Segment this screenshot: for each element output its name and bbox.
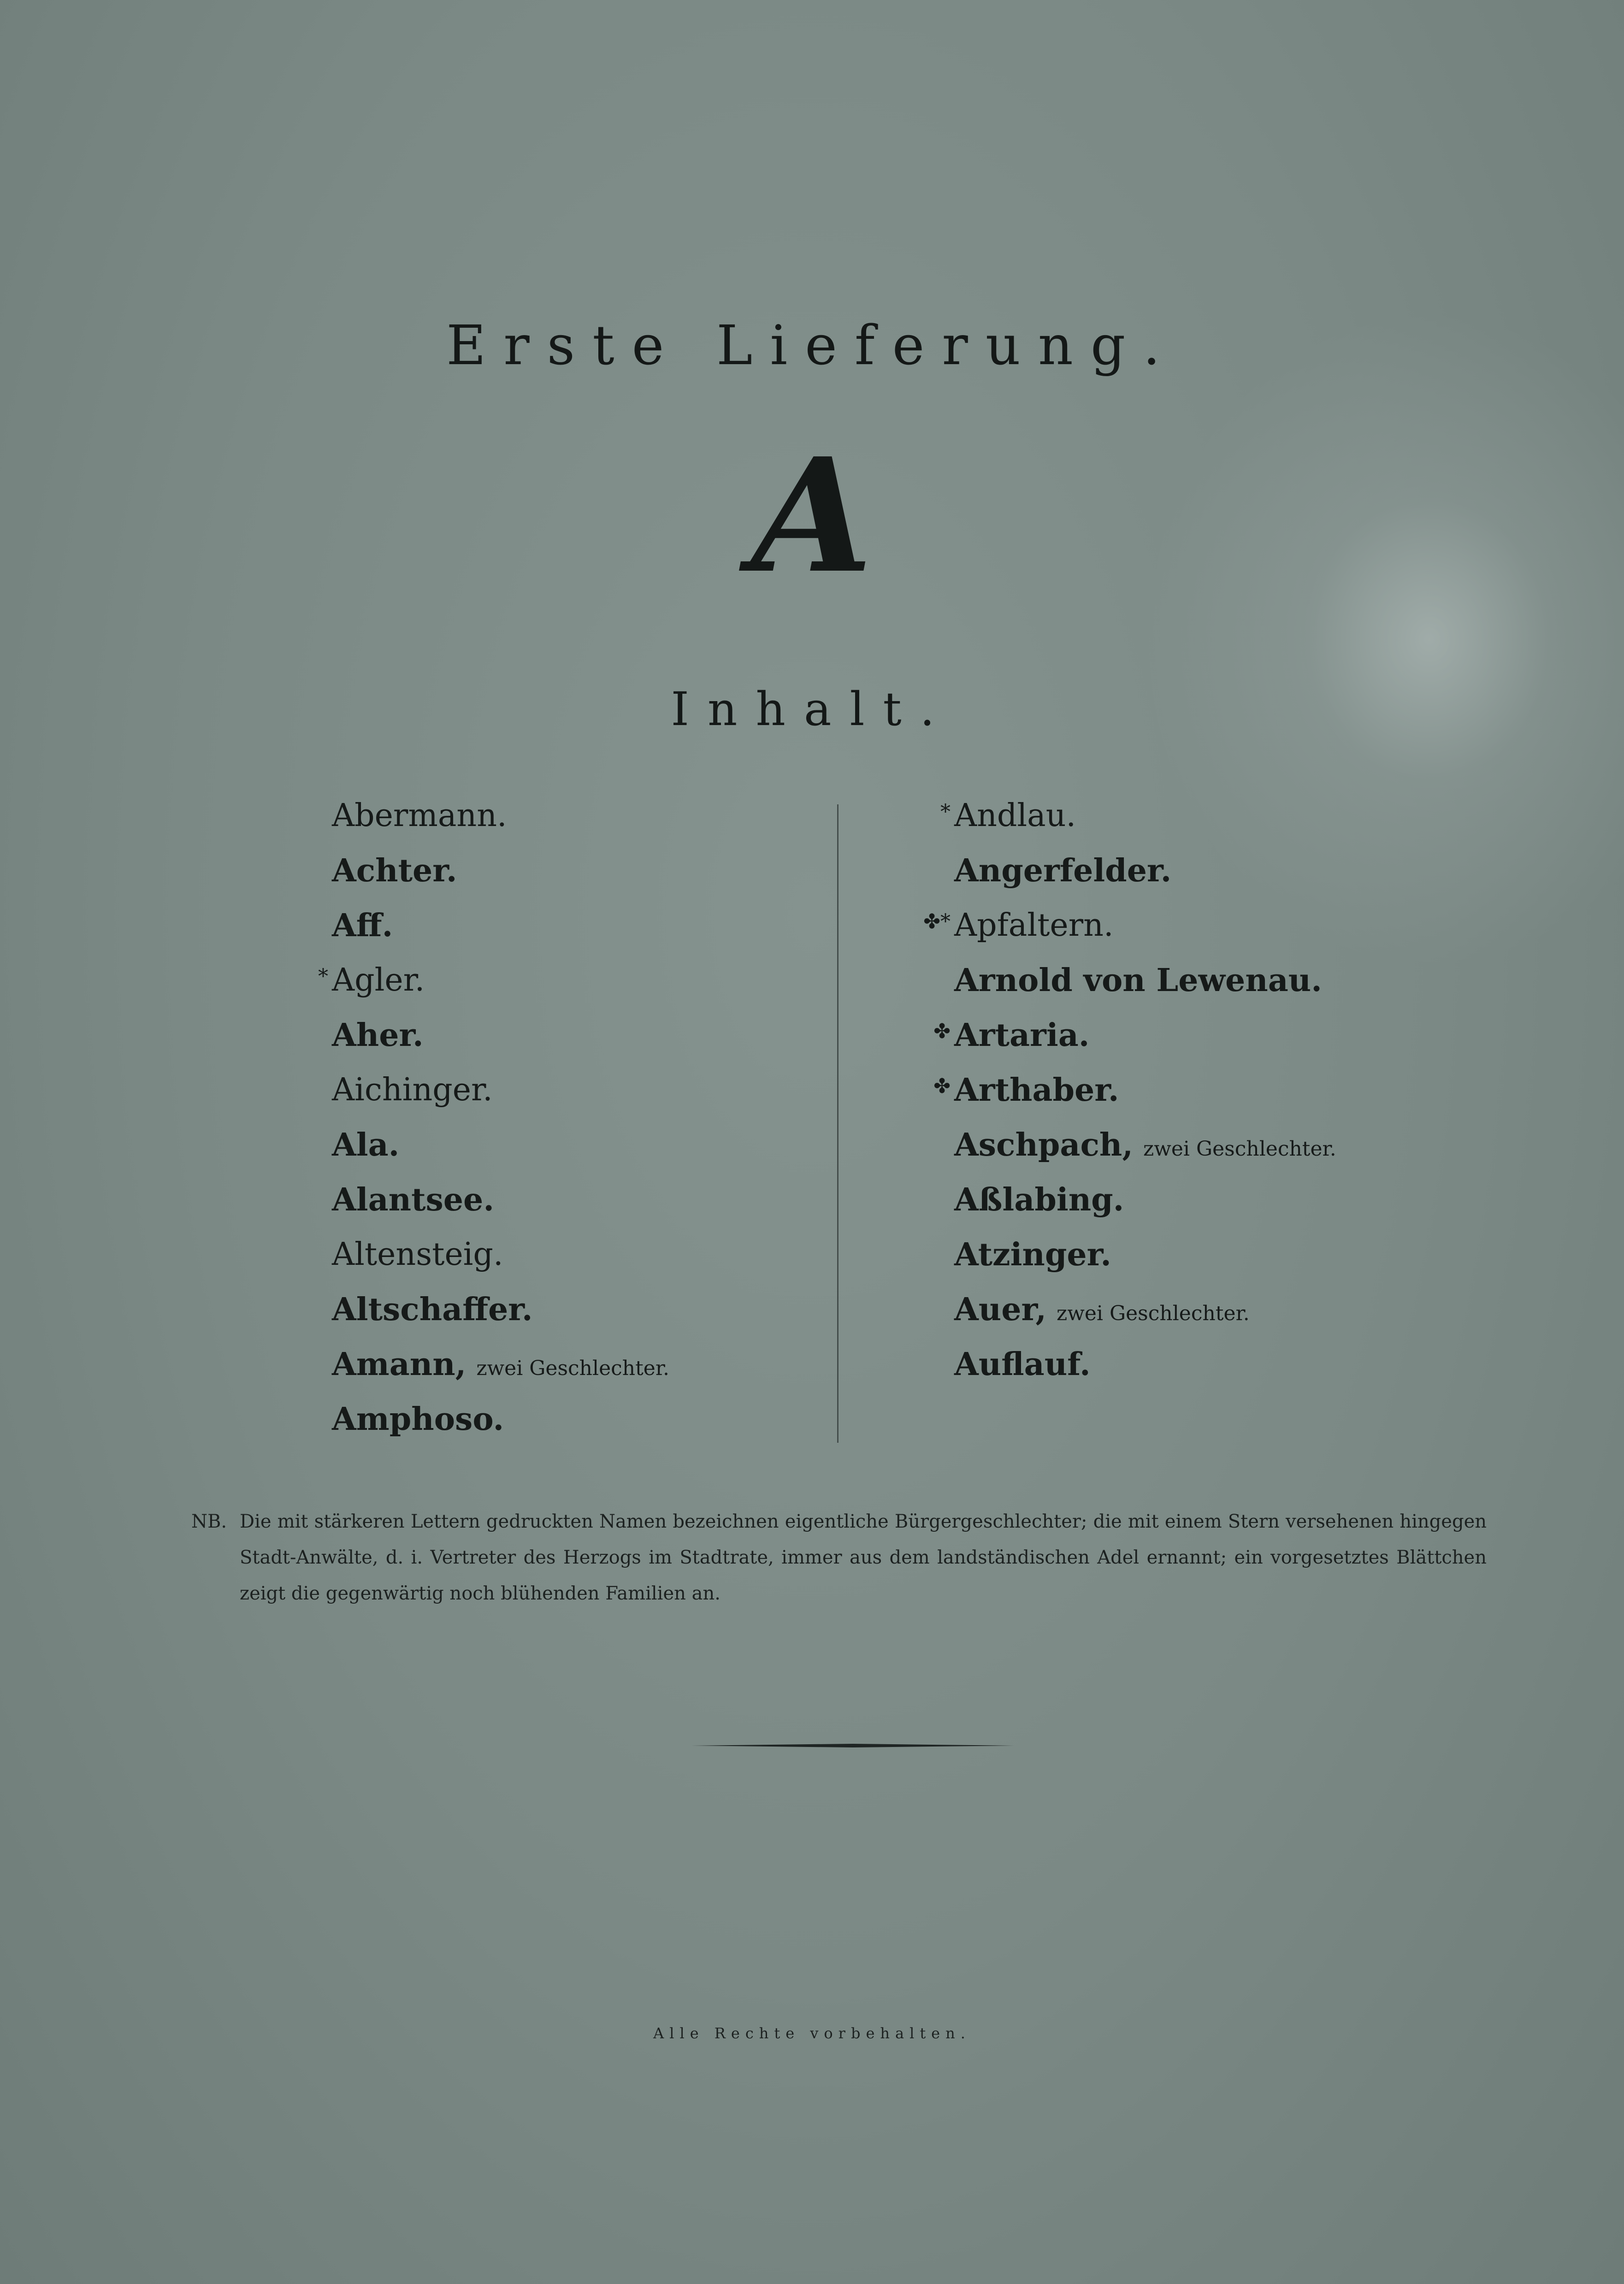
entry-note: zwei Geschlechter.	[1057, 1302, 1250, 1325]
star-marker-icon: *	[318, 965, 328, 988]
entry-name: Auer,	[954, 1291, 1047, 1328]
entry-name: Alantsee.	[332, 1181, 494, 1218]
contents-entry	[332, 1291, 669, 1346]
entry-name: Artaria.	[954, 1017, 1090, 1054]
footnote	[191, 1504, 1487, 1611]
entry-name: Aff.	[332, 907, 393, 944]
contents-entry	[954, 1291, 1336, 1346]
entry-name: Apfaltern.	[954, 907, 1114, 944]
entry-name: Aher.	[332, 1017, 424, 1054]
contents-entry	[933, 1072, 1336, 1127]
contents-entry	[954, 852, 1336, 907]
contents-entry	[954, 1181, 1336, 1236]
footnote-text: Die mit stärkeren Lettern gedruckten Namen bezeichnen eigentliche Bürgergeschlechter; die mit einem Stern versehenen hingegen Stadt-Anwälte, d. i. Vertreter des Herzogs im Stadtrate, immer aus dem landständischen Adel ernannt; ein vorgesetztes Blättchen zeigt die gegenwärtig noch blühenden Familien an.	[240, 1511, 1487, 1604]
leaf-marker-icon: ✤*	[923, 910, 951, 933]
entry-name: Arthaber.	[954, 1072, 1119, 1109]
entry-name: Altensteig.	[332, 1236, 503, 1273]
contents-entry	[923, 907, 1336, 962]
entry-name: Achter.	[332, 852, 457, 889]
star-marker-icon: *	[940, 800, 951, 824]
contents-heading: Inhalt.	[671, 682, 953, 736]
entry-name: Andlau.	[954, 797, 1076, 834]
entry-name: Aschpach,	[954, 1127, 1134, 1163]
contents-entry	[332, 1346, 669, 1401]
contents-entry	[332, 907, 669, 962]
contents-entry	[954, 1127, 1336, 1181]
contents-right-column	[923, 797, 1336, 1401]
entry-name: Amann,	[332, 1346, 467, 1383]
footnote-label: NB.	[191, 1511, 227, 1532]
contents-entry	[332, 1401, 669, 1456]
contents-entry	[933, 1017, 1336, 1072]
page-title: Erste Lieferung.	[446, 313, 1178, 377]
rights-notice: Alle Rechte vorbehalten.	[653, 2024, 971, 2042]
entry-name: Aichinger.	[332, 1072, 493, 1108]
contents-left-column	[318, 797, 670, 1456]
leaf-marker-icon: ✤	[933, 1074, 951, 1098]
column-divider	[837, 804, 839, 1443]
contents-entry	[332, 1127, 669, 1181]
entry-note: zwei Geschlechter.	[476, 1357, 670, 1380]
entry-name: Aßlabing.	[954, 1181, 1124, 1218]
entry-name: Amphoso.	[332, 1401, 504, 1438]
contents-entry	[332, 1017, 669, 1072]
leaf-marker-icon: ✤	[933, 1020, 951, 1043]
entry-name: Auflauf.	[954, 1346, 1091, 1383]
contents-entry	[954, 1236, 1336, 1291]
contents-entry	[332, 1072, 669, 1127]
contents-entry	[318, 962, 669, 1017]
entry-name: Arnold von Lewenau.	[954, 962, 1322, 999]
entry-name: Altschaffer.	[332, 1291, 533, 1328]
entry-name: Angerfelder.	[954, 852, 1172, 889]
section-letter: A	[751, 424, 873, 608]
entry-name: Ala.	[332, 1127, 400, 1163]
contents-entry	[940, 797, 1336, 852]
ornamental-rule	[691, 1744, 1014, 1747]
contents-entry	[332, 1181, 669, 1236]
entry-name: Abermann.	[332, 797, 507, 834]
entry-note: zwei Geschlechter.	[1143, 1137, 1336, 1161]
contents-entry	[954, 962, 1336, 1017]
contents-entry	[332, 1236, 669, 1291]
contents-entry	[332, 797, 669, 852]
entry-name: Atzinger.	[954, 1236, 1111, 1273]
entry-name: Agler.	[332, 962, 425, 998]
contents-entry	[332, 852, 669, 907]
contents-entry	[954, 1346, 1336, 1401]
